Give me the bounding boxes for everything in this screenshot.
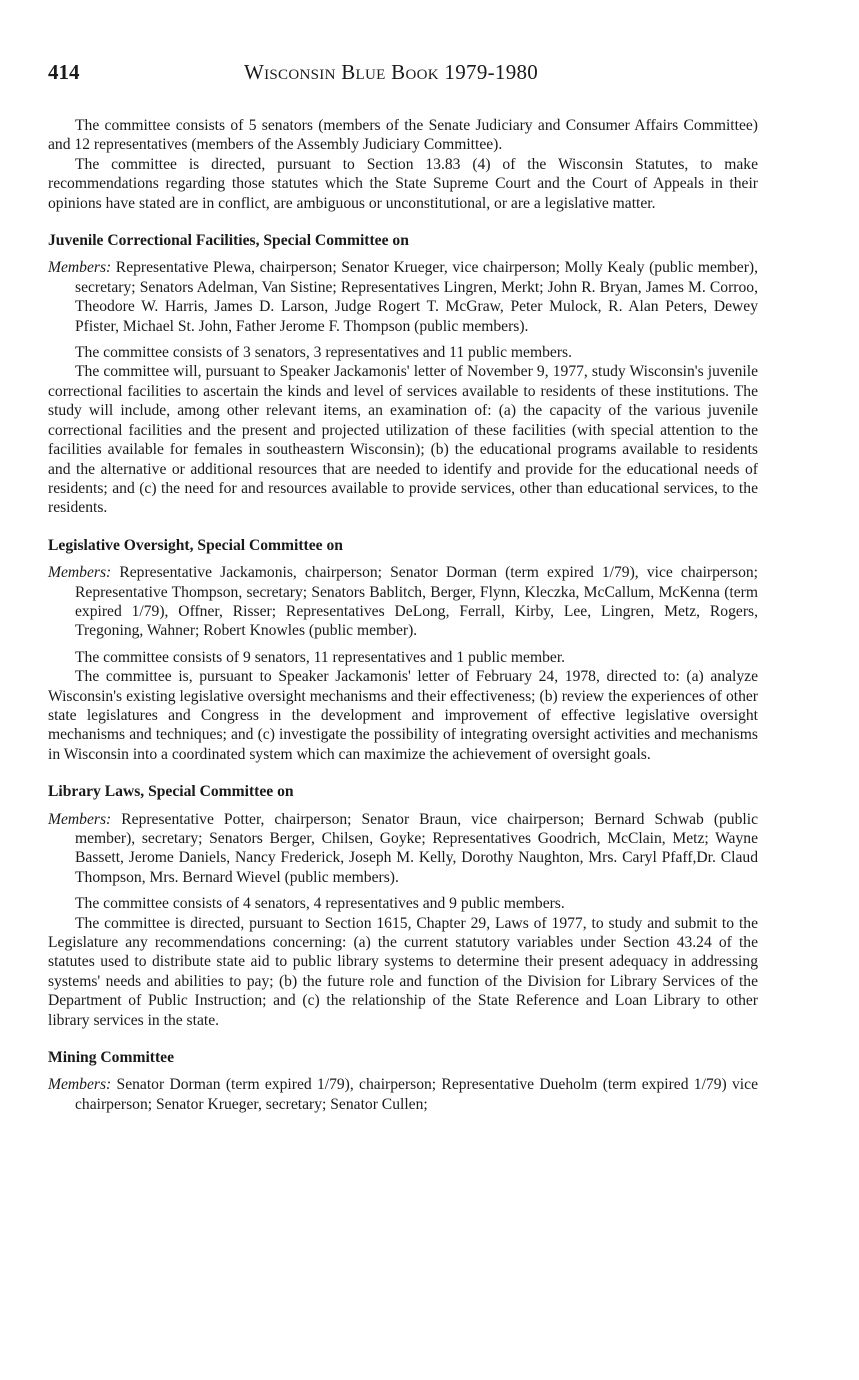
composition-text: The committee consists of 3 senators, 3 representatives and 11 public members. xyxy=(75,344,572,362)
description-text: The committee is, pursuant to Speaker Jackamonis' letter of February 24, 1978, directed to: (a) analyze Wisconsin's existing legislative oversight mechanisms and their effectiveness; (b) review the experiences of other state legislatures and Congress in the development and improvement of effective legislative oversight mechanisms and techniques; and (c) investigate the possibility of integrating oversight activities and mechanisms in Wisconsin into a coordinated system which can maximize the achievement of oversight goals. xyxy=(48,668,758,763)
composition-text: The committee consists of 4 senators, 4 representatives and 9 public members. xyxy=(75,895,565,913)
members-label: Members: xyxy=(48,564,112,582)
section-heading: Mining Committee xyxy=(48,1049,175,1067)
intro-paragraph-2: The committee is directed, pursuant to Section 13.83 (4) of the Wisconsin Statutes, to make recommendations regarding those statutes which the State Supreme Court and the Court of Appeals in their opinions have stated are in conflict, are ambiguous or unconstitutional, or are a legislative matter. xyxy=(48,155,758,212)
members-text: Representative Plewa, chairperson; Senator Krueger, vice chairperson; Molly Kealy (public member), secretary; Senators Adelman, Van Sistine; Representatives Lingren, Merkt; John R. Bryan, James M. Corroo, Theodore W. Harris, James D. Larson, Judge Rogert T. McGraw, Peter Mulock, R. Alan Peters, Dewey Pfister, Michael St. John, Father Jerome F. Thompson (public members). xyxy=(75,259,758,335)
section-library-laws xyxy=(48,782,758,1030)
description-text: The committee will, pursuant to Speaker Jackamonis' letter of November 9, 1977, study Wisconsin's juvenile correctional facilities to ascertain the kinds and level of services available to residents of these institutions. The study will include, among other relevant items, an examination of: (a) the capacity of the various juvenile correctional facilities and the present and projected utilization of these facilities (with special attention to the facilities available for females in southeastern Wisconsin); (b) the educational programs available to residents and the alternative or additional resources that are needed to identify and provide for the educational needs of residents; and (c) the need for and resources available to provide services, other than educational services, to the residents. xyxy=(48,363,758,517)
section-juvenile-correctional-facilities xyxy=(48,231,758,518)
intro-paragraph-1: The committee consists of 5 senators (members of the Senate Judiciary and Consumer Affairs Committee) and 12 representatives (members of the Assembly Judiciary Committee). xyxy=(48,117,758,154)
section-mining-committee xyxy=(48,1048,758,1114)
members-list xyxy=(48,563,758,641)
section-heading: Juvenile Correctional Facilities, Special Committee on xyxy=(48,232,409,250)
running-head xyxy=(48,60,808,90)
members-label: Members: xyxy=(48,810,112,828)
page-number: 414 xyxy=(48,60,80,84)
members-list xyxy=(48,810,758,888)
members-label: Members: xyxy=(48,259,112,277)
section-heading: Library Laws, Special Committee on xyxy=(48,783,294,801)
members-list xyxy=(48,1075,758,1114)
members-text: Senator Dorman (term expired 1/79), chairperson; Representative Dueholm (term expired 1/79) vice chairperson; Senator Krueger, secretary; Senator Cullen; xyxy=(75,1076,758,1113)
book-title: Wisconsin Blue Book 1979-1980 xyxy=(244,60,539,84)
members-list xyxy=(48,258,758,336)
section-legislative-oversight xyxy=(48,536,758,764)
description-text: The committee is directed, pursuant to Section 1615, Chapter 29, Laws of 1977, to study and submit to the Legislature any recommendations concerning: (a) the current statutory variables under Section 43.24 of the statutes used to distribute state aid to public library systems to determine their present adequacy in addressing systems' needs and abilities to pay; (b) the future role and function of the Division for Library Services of the Department of Public Instruction; and (c) the relationship of the State Reference and Loan Library to other library services in the state. xyxy=(48,914,758,1029)
page-body xyxy=(48,116,758,1121)
members-label: Members: xyxy=(48,1076,112,1094)
section-heading: Legislative Oversight, Special Committee on xyxy=(48,536,343,554)
members-text: Representative Potter, chairperson; Senator Braun, vice chairperson; Bernard Schwab (public member), secretary; Senators Berger, Chilsen, Goyke; Representatives Goodrich, McClain, Metz; Wayne Bassett, Jerome Daniels, Nancy Frederick, Joseph M. Kelly, Dorothy Naughton, Mrs. Caryl Pfaff,Dr. Claud Thompson, Mrs. Bernard Wievel (public members). xyxy=(75,810,758,886)
members-text: Representative Jackamonis, chairperson; Senator Dorman (term expired 1/79), vice chairperson; Representative Thompson, secretary; Senators Bablitch, Berger, Flynn, Kleczka, McCallum, McKenna (term expired 1/79), Offner, Risser; Representatives DeLong, Ferrall, Kirby, Lee, Lingren, Metz, Rogers, Tregoning, Wahner; Robert Knowles (public member). xyxy=(75,564,758,640)
composition-text: The committee consists of 9 senators, 11 representatives and 1 public member. xyxy=(75,648,566,666)
